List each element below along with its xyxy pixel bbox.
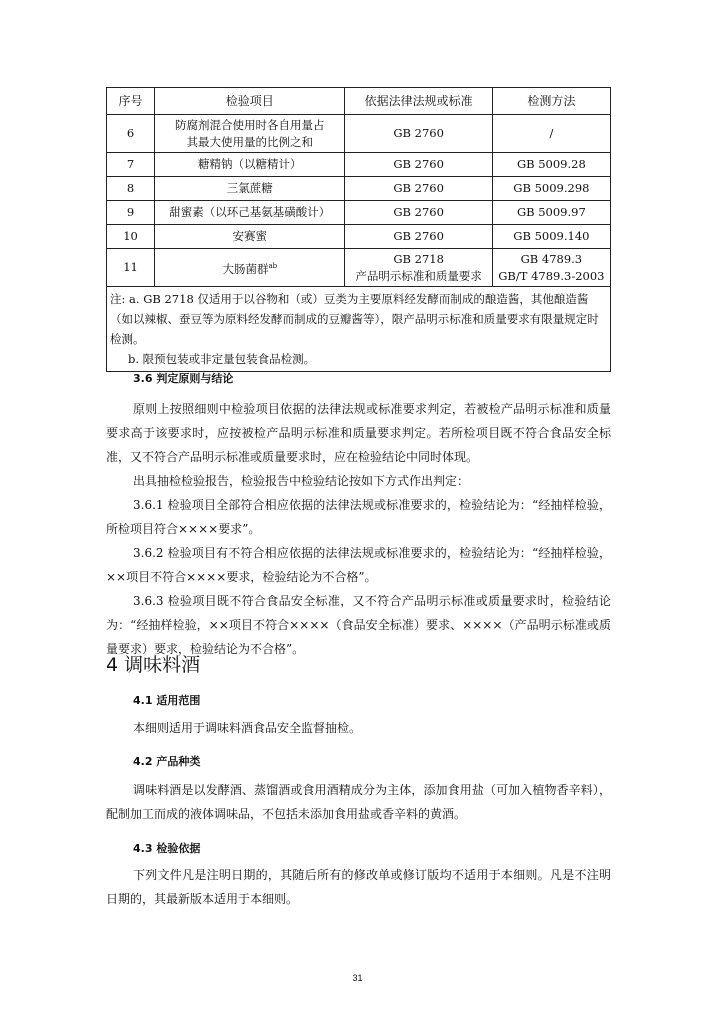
cell-item xyxy=(155,249,345,287)
cell-no: 10 xyxy=(107,225,155,249)
cell-basis: GB 2760 xyxy=(345,225,492,249)
header-method: 检测方法 xyxy=(492,88,610,115)
cell-method: / xyxy=(492,115,610,153)
cell-basis: GB 2760 xyxy=(345,153,492,177)
paragraph: 下列文件凡是注明日期的，其随后所有的修改单或修订版均不适用于本细则。凡是不注明日期的，其最新版本适用于本细则。 xyxy=(106,868,611,906)
cell-method: GB 5009.97 xyxy=(492,201,610,225)
cell-item-line2: 其最大使用量的比例之和 xyxy=(186,134,314,149)
page-number: 31 xyxy=(352,973,363,983)
cell-no: 8 xyxy=(107,177,155,201)
cell-no: 6 xyxy=(107,115,155,153)
paragraph: 出具抽检检验报告，检验报告中检验结论按如下方式作出判定： xyxy=(133,474,470,488)
cell-item-text: 大肠菌群 xyxy=(222,261,269,276)
cell-no: 7 xyxy=(107,153,155,177)
cell-item: 三氯蔗糖 xyxy=(155,177,345,201)
section-4-heading: 4 调味料酒 xyxy=(106,654,201,676)
paragraph: 原则上按照细则中检验项目依据的法律法规或标准要求判定，若被检产品明示标准和质量要求高于该要求时，应按被检产品明示标准和质量要求判定。若所检项目既不符合食品安全标准，又不符合产品明示标准或质量要求时，应在检验结论中同时体现。 xyxy=(106,402,611,464)
cell-basis-line2: 产品明示标准和质量要求 xyxy=(355,268,482,283)
table-row xyxy=(107,177,611,201)
cell-method-line1: GB 4789.3 xyxy=(520,251,583,266)
note-a: 注: a. GB 2718 仅适用于以谷物和（或）豆类为主要原料经发酵而制成的酿造酱，其他酿造酱（如以辣椒、蚕豆等为原料经发酵而制成的豆瓣酱等），限产品明示标准和质量要求有限量规定时检测。 xyxy=(110,292,599,346)
cell-basis xyxy=(345,249,492,287)
cell-basis: GB 2760 xyxy=(345,177,492,201)
table-note-row xyxy=(107,287,611,372)
section-4-1-heading: 4.1 适用范围 xyxy=(133,694,201,707)
table-row xyxy=(107,115,611,153)
paragraph: 本细则适用于调味料酒食品安全监督抽检。 xyxy=(133,721,362,735)
section-4-2-heading: 4.2 产品种类 xyxy=(133,755,201,768)
header-item: 检验项目 xyxy=(155,88,345,115)
cell-method xyxy=(492,249,610,287)
cell-no: 9 xyxy=(107,201,155,225)
cell-method: GB 5009.298 xyxy=(492,177,610,201)
cell-basis-line1: GB 2718 xyxy=(393,251,444,266)
table-header-row xyxy=(107,88,611,115)
cell-item-line1: 防腐剂混合使用时各自用量占 xyxy=(175,117,325,132)
cell-method: GB 5009.28 xyxy=(492,153,610,177)
cell-basis: GB 2760 xyxy=(345,115,492,153)
footnote-marker: ab xyxy=(268,261,278,270)
cell-item: 甜蜜素（以环己基氨基磺酸计） xyxy=(155,201,345,225)
section-4-3-heading: 4.3 检验依据 xyxy=(133,842,201,855)
table-row xyxy=(107,249,611,287)
paragraph: 3.6.1 检验项目全部符合相应依据的法律法规或标准要求的，检验结论为：“经抽样检验，所检项目符合××××要求”。 xyxy=(106,498,611,536)
table-row xyxy=(107,225,611,249)
cell-basis: GB 2760 xyxy=(345,201,492,225)
table-note xyxy=(107,287,611,372)
table-row xyxy=(107,201,611,225)
section-3-6-heading: 3.6 判定原则与结论 xyxy=(133,372,234,385)
inspection-items-table xyxy=(106,87,611,372)
cell-method: GB 5009.140 xyxy=(492,225,610,249)
table-row xyxy=(107,153,611,177)
paragraph: 调味料酒是以发酵酒、蒸馏酒或食用酒精成分为主体，添加食用盐（可加入植物香辛料），配制加工而成的液体调味品，不包括未添加食用盐或香辛料的黄酒。 xyxy=(106,783,611,821)
cell-method-line2: GB/T 4789.3-2003 xyxy=(498,268,605,283)
header-basis: 依据法律法规或标准 xyxy=(345,88,492,115)
cell-item: 糖精钠（以糖精计） xyxy=(155,153,345,177)
cell-no: 11 xyxy=(107,249,155,287)
cell-item xyxy=(155,115,345,153)
header-no: 序号 xyxy=(107,88,155,115)
paragraph: 3.6.3 检验项目既不符合食品安全标准，又不符合产品明示标准或质量要求时，检验结论为：“经抽样检验，××项目不符合××××（食品安全标准）要求、××××（产品明示标准或质量要求）要求，检验结论为不合格”。 xyxy=(106,594,611,656)
paragraph: 3.6.2 检验项目有不符合相应依据的法律法规或标准要求的，检验结论为：“经抽样检验，××项目不符合××××要求，检验结论为不合格”。 xyxy=(106,546,611,584)
cell-item: 安赛蜜 xyxy=(155,225,345,249)
note-b: b. 限预包装或非定量包装食品检测。 xyxy=(128,352,316,366)
